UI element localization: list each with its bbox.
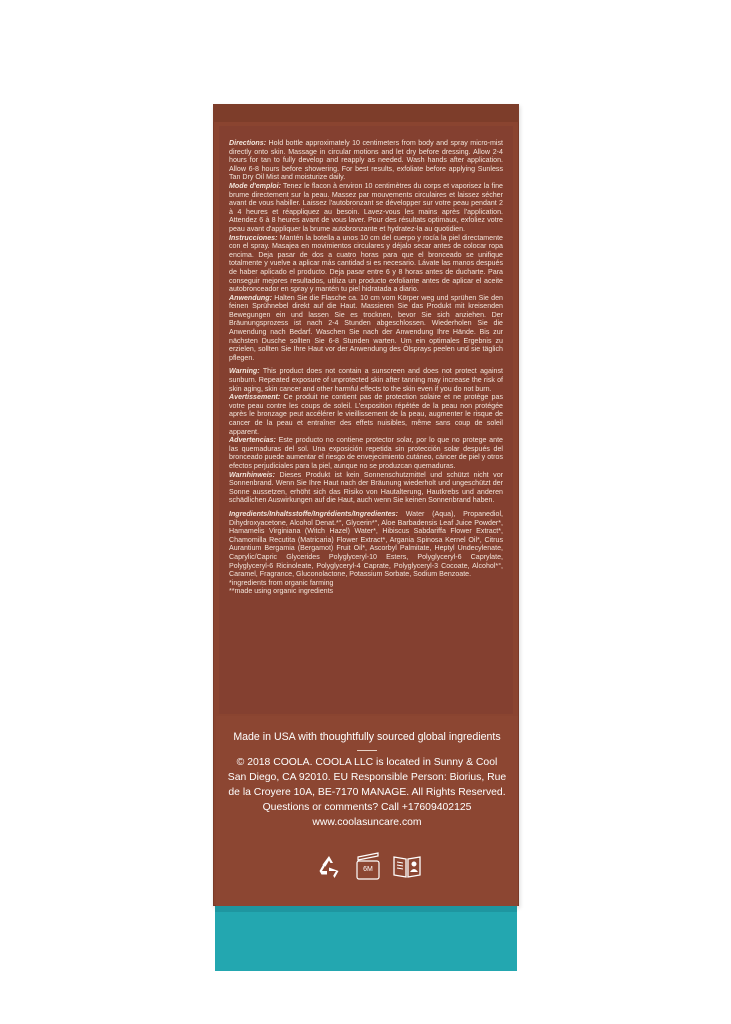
warning-en: Warning: This product does not contain a sunscreen and does not protect against sunburn. Repeated exposure of unprotected skin after tanning may increase the risk of skin aging, skin cancer and other harmful effects to the skin even if you do not burn. bbox=[229, 367, 503, 393]
pao-label: 6M bbox=[363, 866, 373, 873]
symbol-row bbox=[300, 846, 430, 882]
directions-en: Directions: Hold bottle approximately 10 centimeters from body and spray micro-mist directly onto skin. Massage in circular motions and let dry before dressing. Allow 2-4 hours for tan to fully develop and reapply as needed. Wash hands after application. Allow 6-8 hours before showering. For best results, exfoliate before applying Sunless Tan Dry Oil Mist and moisturize daily. bbox=[229, 139, 503, 182]
warning-fr: Avertissement: Ce produit ne contient pas de protection solaire et ne protège pas votre peau contre les coups de soleil. L'exposition répétée de la peau non protégée après le bronzage peut accélérer le vieillissement de la peau, augmenter le risque de cancer de la peau et entraîner des effets nuisibles, même sans coup de soleil apparent. bbox=[229, 393, 503, 436]
label-text bbox=[229, 139, 503, 596]
read-booklet-icon bbox=[392, 852, 422, 880]
warning-de: Warnhinweis: Dieses Produkt ist kein Sonnenschutzmittel und schützt nicht vor Sonnenbrand. Wenn Sie Ihre Haut nach der Bräunung wiederholt und ungeschützt der Sonne aussetzen, erhöht sich das Risiko von Hautalterung, Hautkrebs und anderen schädlichen Auswirkungen auf die Haut, auch wenn Sie keinen Sonnenbrand haben. bbox=[229, 470, 503, 505]
teal-cap-shadow bbox=[215, 906, 517, 912]
legal-line-4: Questions or comments? Call +17609402125 bbox=[262, 802, 472, 813]
footnote-organic-farming: *ingredients from organic farming bbox=[229, 578, 334, 587]
teal-cap bbox=[215, 906, 517, 971]
legal-info bbox=[222, 755, 512, 830]
box-top-edge bbox=[213, 104, 519, 122]
legal-line-3: de la Croyere 10A, BE-7170 MANAGE. All Rights Reserved. bbox=[228, 787, 506, 798]
website: www.coolasuncare.com bbox=[312, 817, 422, 828]
directions-es: Instrucciones: Mantén la botella a unos 10 cm del cuerpo y rocía la piel directamente con el spray. Masajea en movimientos circulares y déjalo secar antes de colocar ropa encima. Deja pasar de dos a cuatro horas para que el bronceado se unifique totalmente y vuelve a aplicar más cantidad si es necesario. Lávate las manos después de haber aplicado el producto. Deja pasar entre 6 y 8 horas antes de ducharte. Para conseguir mejores resultados, utiliza un producto exfoliante antes de aplicar el aceite autobronceador en spray y mantén tu piel hidratada a diario. bbox=[229, 233, 503, 294]
ingredients: Ingredients/Inhaltsstoffe/Ingrédients/Ingredientes: Water (Aqua), Propanediol, Dihydroxyacetone, Alcohol Denat.*°, Glycerin*°, Aloe Barbadensis Leaf Juice Powder*, Hamamelis Virginiana (Witch Hazel) Water*, Hibiscus Sabdariffa Flower Extract*, Chamomilla Recutita (Matricaria) Flower Extract*, Argania Spinosa Kernel Oil*, Citrus Aurantium Bergamia (Bergamot) Fruit Oil*, Ascorbyl Palmitate, Heptyl Undecylenate, Caprylic/Capric Glycerides Polyglyceryl-10 Esters, Polyglyceryl-6 Caprylate, Polyglyceryl-6 Ricinoleate, Polyglyceryl-4 Caprate, Polyglyceryl-3 Cocoate, Alcohol*°, Caramel, Fragrance, Gluconolactone, Potassium Sorbate, Sodium Benzoate. bbox=[229, 509, 503, 579]
recycle-icon bbox=[316, 854, 342, 880]
legal-line-1: © 2018 COOLA. COOLA LLC is located in Sunny & Cool bbox=[236, 757, 498, 768]
made-in-usa: Made in USA with thoughtfully sourced global ingredients bbox=[233, 731, 501, 743]
warning-es: Advertencias: Este producto no contiene protector solar, por lo que no protege ante las quemaduras del sol. Una exposición repetida sin protección solar después del bronceado puede aumentar el riesgo de envejecimiento cutáneo, cáncer de piel y otros efectos perjudiciales para la piel, aunque no se produzcan quemaduras. bbox=[229, 436, 503, 470]
legal-line-2: San Diego, CA 92010. EU Responsible Person: Biorius, Rue bbox=[227, 772, 507, 783]
directions-de: Anwendung: Halten Sie die Flasche ca. 10 cm vom Körper weg und sprühen Sie den feinen Sprühnebel direkt auf die Haut. Massieren Sie das Produkt mit kreisenden Bewegungen ein und lassen Sie es trocknen, bevor Sie sich anziehen. Der Bräunungsprozess ist nach 2-4 Stunden abgeschlossen. Wiederholen Sie die Anwendung nach Bedarf. Waschen Sie nach der Anwendung Ihre Hände. Bis zur nächsten Dusche sollten Sie 6-8 Stunden warten. Um ein optimales Ergebnis zu erzielen, sollten Sie Ihre Haut vor der Anwendung des Ölsprays peelen und sie täglich pflegen. bbox=[229, 293, 503, 362]
divider bbox=[357, 750, 377, 751]
footnote-organic-ingredients: **made using organic ingredients bbox=[229, 587, 334, 596]
directions-fr: Mode d'emploi: Tenez le flacon à environ 10 centimètres du corps et vaporisez la fine brume directement sur la peau. Massez par mouvements circulaires et laissez sécher avant de vous habiller. Laissez l'autobronzant se développer sur votre peau pendant 2 à 4 heures et réappliquez au besoin. Lavez-vous les mains après l'application. Attendez 6 à 8 heures avant de vous laver. Pour des résultats optimaux, exfoliez votre peau avant d'appliquer la brume autobronzante et hydratez-la au quotidien. bbox=[229, 181, 503, 233]
